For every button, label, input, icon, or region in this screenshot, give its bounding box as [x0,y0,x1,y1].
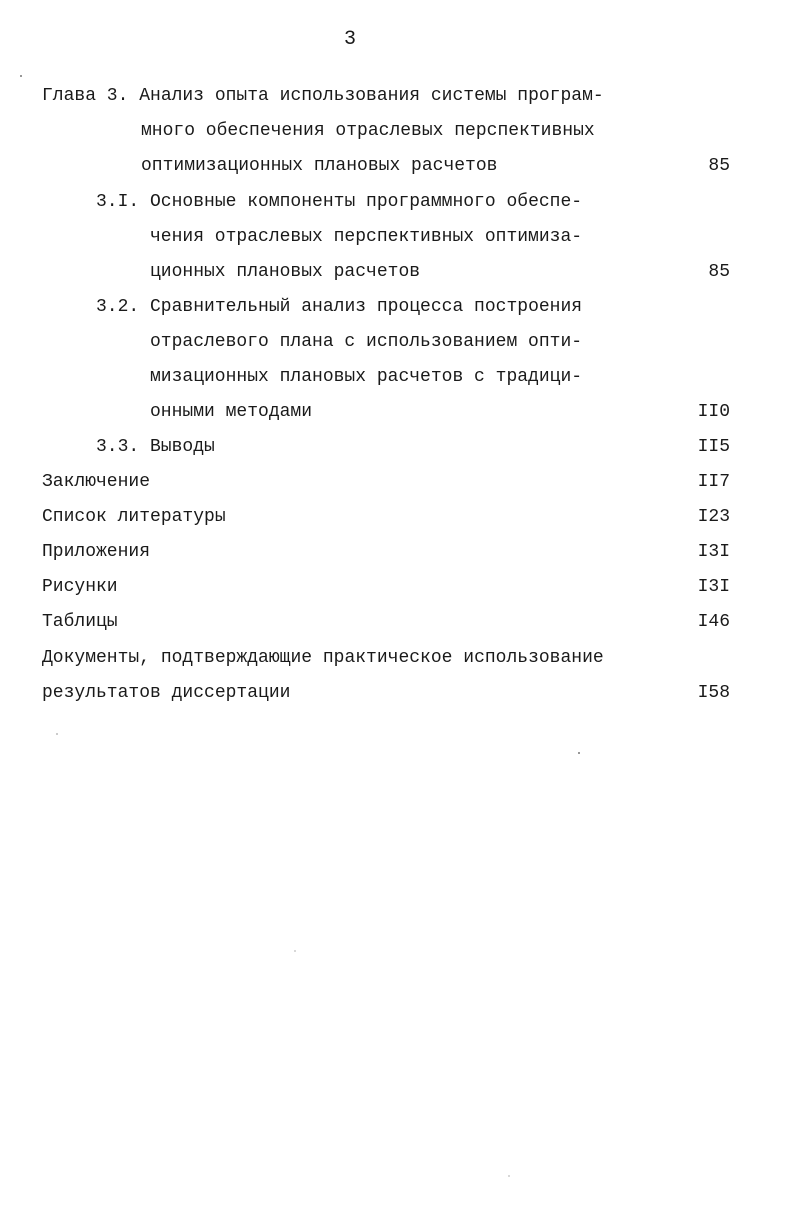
toc-section-3-2-line-1: 3.2. Сравнительный анализ процесса построения [96,297,583,317]
toc-chapter3-page: 85 [708,156,730,176]
toc-section-3-3-label: 3.3. Выводы [96,437,215,457]
toc-chapter3-line-1: Глава 3. Анализ опыта использования системы програм- [42,86,604,106]
toc-figures-page: I3I [697,577,730,597]
scan-speck [294,950,296,952]
scan-speck [508,1175,510,1177]
toc-section-3-2-line-3: мизационных плановых расчетов с традици- [150,367,583,387]
toc-section-3-1-line-2: чения отраслевых перспективных оптимиза- [150,227,583,247]
toc-section-3-1-line-1: 3.I. Основные компоненты программного обеспе- [96,192,583,212]
toc-figures-label: Рисунки [42,577,118,597]
scan-speck [20,75,22,77]
toc-section-3-2-line-2: отраслевого плана с использованием опти- [150,332,583,352]
toc-documents-line-2: результатов диссертации [42,683,291,703]
scan-speck [56,733,58,735]
toc-section-3-1-page: 85 [708,262,730,282]
toc-appendices-label: Приложения [42,542,151,562]
toc-section-3-2-page: II0 [697,402,730,422]
toc-section-3-2-line-4: онными методами [150,402,313,422]
toc-conclusion-label: Заключение [42,472,151,492]
toc-conclusion-page: II7 [697,472,730,492]
toc-documents-page: I58 [697,683,730,703]
toc-tables-page: I46 [697,612,730,632]
toc-chapter3-line-3: оптимизационных плановых расчетов [141,156,498,176]
scan-speck [578,752,580,754]
toc-section-3-1-line-3: ционных плановых расчетов [150,262,421,282]
toc-references-label: Список литературы [42,507,226,527]
toc-tables-label: Таблицы [42,612,118,632]
page-number: 3 [343,28,356,51]
toc-appendices-page: I3I [697,542,730,562]
toc-section-3-3-page: II5 [697,437,730,457]
toc-documents-line-1: Документы, подтверждающие практическое использование [42,648,604,668]
toc-references-page: I23 [697,507,730,527]
toc-chapter3-line-2: много обеспечения отраслевых перспективных [141,121,595,141]
